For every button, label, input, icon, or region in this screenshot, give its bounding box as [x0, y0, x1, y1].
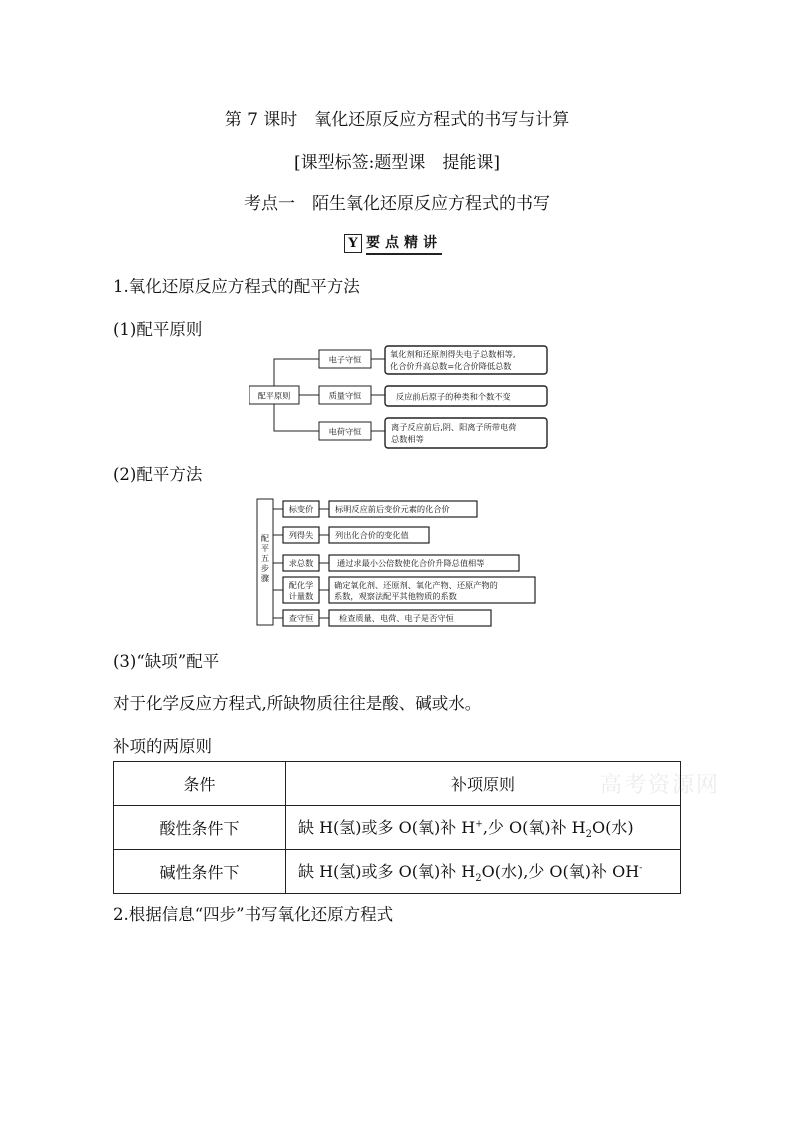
table-row — [114, 850, 681, 894]
section2-heading: 2.根据信息“四步”书写氧化还原方程式 — [113, 905, 394, 924]
table-row — [114, 806, 681, 850]
steps-root-char: 骤 — [260, 573, 270, 583]
rule-text: O(水) — [592, 817, 634, 837]
step-label: 配化学 — [288, 580, 314, 590]
rule-text: 缺 H(氢)或多 O(氧)补 H — [298, 817, 476, 837]
subscript: 2 — [585, 829, 593, 841]
rule-cell — [286, 850, 681, 894]
condition-cell: 碱性条件下 — [114, 850, 286, 894]
balancing-principles-diagram — [249, 344, 549, 452]
step-desc: 列出化合价的变化值 — [335, 530, 409, 540]
supplement-rules-table — [113, 761, 681, 894]
rule-text: O(水),少 O(氧)补 OH — [481, 861, 640, 881]
step-desc: 检查质量、电荷、电子是否守恒 — [339, 613, 454, 623]
branch-label: 质量守恒 — [328, 390, 362, 401]
branch-label: 电子守恒 — [328, 354, 362, 365]
step-desc: 通过求最小公倍数使化合价升降总值相等 — [337, 558, 485, 568]
step-label: 求总数 — [288, 558, 314, 568]
branch-desc: 化合价升高总数=化合价降低总数 — [390, 361, 512, 371]
five-steps-diagram — [255, 497, 537, 629]
steps-root-char: 五 — [260, 553, 270, 563]
branch-desc: 总数相等 — [391, 434, 424, 444]
rule-text: ,少 O(氧)补 H — [482, 817, 586, 837]
rule-cell — [286, 806, 681, 850]
lesson-title: 第 7 课时 氧化还原反应方程式的书写与计算 — [224, 110, 570, 130]
condition-cell: 酸性条件下 — [114, 806, 286, 850]
superscript: - — [639, 863, 643, 874]
step-label: 计量数 — [288, 591, 314, 601]
section1-heading: 1.氧化还原反应方程式的配平方法 — [113, 277, 360, 296]
key-points-badge — [344, 232, 442, 255]
branch-label: 电荷守恒 — [328, 426, 362, 437]
steps-root-char: 配 — [260, 533, 270, 543]
sub-heading-missing-items: (3)“缺项”配平 — [113, 652, 220, 671]
steps-root-char: 步 — [260, 563, 270, 573]
sub-heading-principles: (1)配平原则 — [113, 320, 203, 339]
table-header: 条件 — [114, 762, 286, 806]
step-label: 标变价 — [288, 504, 314, 514]
principles-root-label: 配平原则 — [257, 390, 291, 401]
step-label: 列得失 — [288, 530, 314, 540]
key-points-label: 要点精讲 — [366, 232, 442, 255]
rule-text: 缺 H(氢)或多 O(氧)补 H — [298, 861, 476, 881]
topic-title: 考点一 陌生氧化还原反应方程式的书写 — [244, 194, 550, 214]
table-header: 补项原则 — [286, 762, 681, 806]
y-badge-icon: Y — [344, 234, 362, 253]
watermark: 高考资源网 — [600, 773, 721, 798]
table-header-row — [114, 762, 681, 806]
branch-desc: 反应前后原子的种类和个数不变 — [396, 391, 511, 402]
branch-desc: 氧化剂和还原剂得失电子总数相等, — [390, 349, 516, 359]
step-desc: 标明反应前后变价元素的化合价 — [335, 504, 450, 514]
branch-desc: 离子反应前后,阴、阳离子所带电荷 — [391, 422, 517, 432]
lesson-tag: [课型标签:题型课 提能课] — [294, 153, 500, 173]
step-desc: 系数，观察法配平其他物质的系数 — [334, 591, 457, 601]
steps-root-char: 平 — [260, 543, 270, 553]
table-caption: 补项的两原则 — [113, 737, 212, 756]
sub-heading-methods: (2)配平方法 — [113, 465, 203, 484]
step-desc: 确定氧化剂、还原剂、氧化产物、还原产物的 — [334, 580, 498, 590]
subscript: 2 — [475, 873, 482, 885]
superscript: + — [475, 819, 483, 830]
step-label: 查守恒 — [288, 613, 314, 623]
missing-items-note: 对于化学反应方程式,所缺物质往往是酸、碱或水。 — [113, 694, 482, 713]
